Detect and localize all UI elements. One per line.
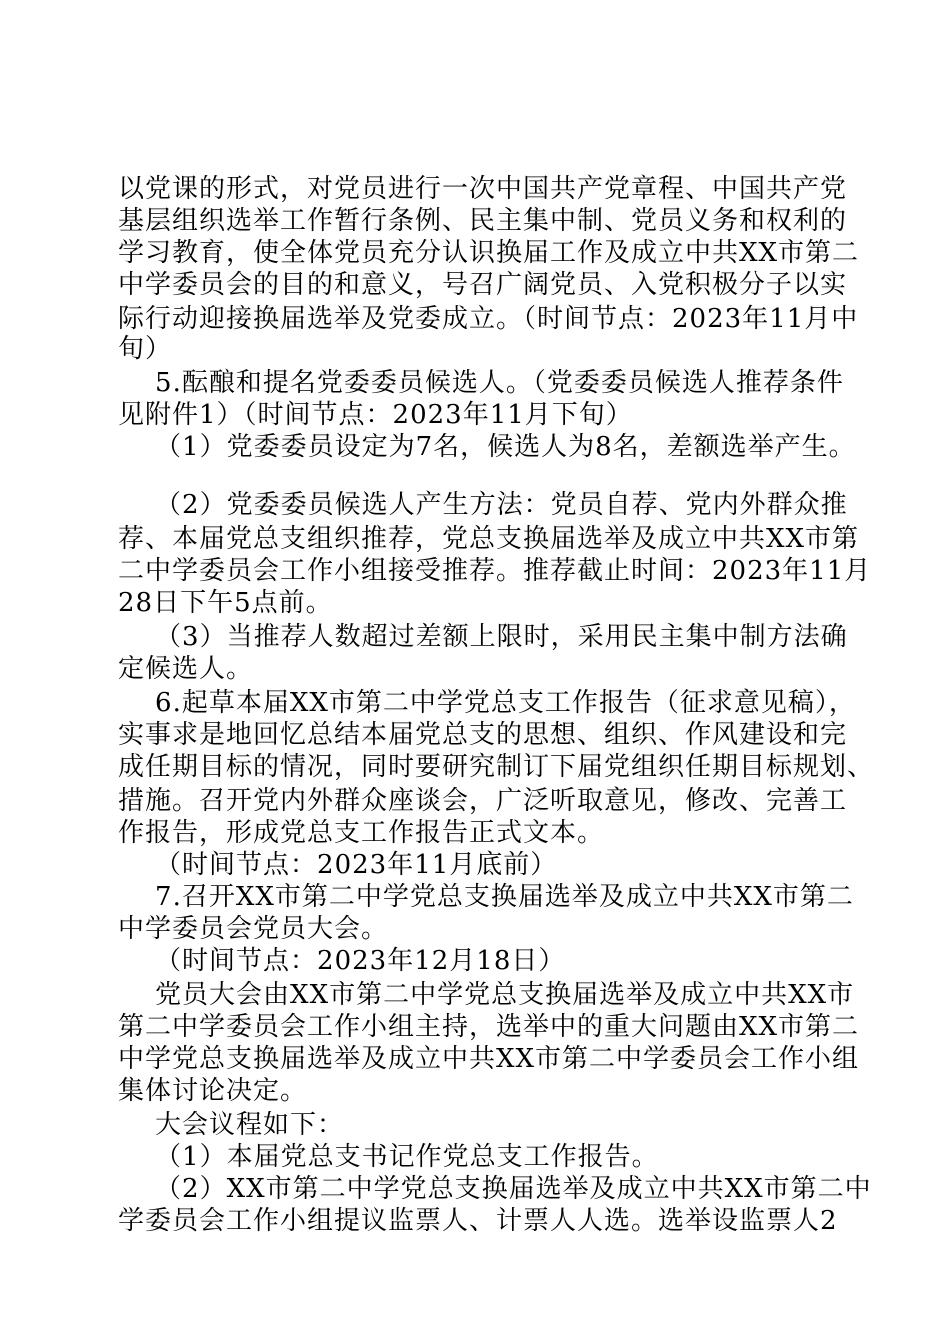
text-line: 实事求是地回忆总结本届党总支的思想、组织、作风建设和完 (118, 720, 848, 750)
text-line: 措施。召开党内外群众座谈会，广泛听取意见，修改、完善工 (118, 786, 848, 816)
text-line: 定候选人。 (118, 654, 254, 684)
text-line: 集体讨论决定。 (118, 1076, 308, 1106)
text-line: 成任期目标的情况，同时要研究制订下届党组织任期目标规划、 (118, 752, 875, 782)
text-line: 学习教育，使全体党员充分认识换届工作及成立中共XX市第二 (118, 238, 860, 268)
text-line: 7.召开XX市第二中学党总支换届选举及成立中共XX市第二 (118, 882, 854, 912)
text-line: 作报告，形成党总支工作报告正式文本。 (118, 818, 605, 848)
text-line: 28日下午5点前。 (118, 588, 333, 618)
text-line: 际行动迎接换届选举及党委成立。（时间节点：2023年11月中 (118, 304, 859, 334)
text-line: 以党课的形式，对党员进行一次中国共产党章程、中国共产党 (118, 174, 848, 204)
text-line: 第二中学委员会工作小组主持，选举中的重大问题由XX市第二 (118, 1012, 860, 1042)
text-line: （时间节点：2023年11月底前） (118, 850, 558, 880)
text-line: （1）党委委员设定为7名，候选人为8名，差额选举产生。 (118, 432, 856, 462)
text-line: 5.酝酿和提名党委委员候选人。（党委委员候选人推荐条件 (118, 368, 844, 398)
text-line: 中学委员会党员大会。 (118, 914, 389, 944)
text-line: 中学委员会的目的和意义，号召广阔党员、入党积极分子以实 (118, 270, 848, 300)
text-line: （2）XX市第二中学党总支换届选举及成立中共XX市第二中 (118, 1174, 872, 1204)
text-line: 中学党总支换届选举及成立中共XX市第二中学委员会工作小组 (118, 1044, 860, 1074)
text-line: 见附件1）（时间节点：2023年11月下旬） (118, 400, 633, 430)
text-line: 旬） (118, 334, 173, 364)
text-line: （时间节点：2023年12月18日） (118, 946, 566, 976)
text-line: 党员大会由XX市第二中学党总支换届选举及成立中共XX市 (118, 980, 855, 1010)
text-line: 学委员会工作小组提议监票人、计票人人选。选举设监票人2 (118, 1206, 838, 1236)
text-line: （1）本届党总支书记作党总支工作报告。 (118, 1142, 659, 1172)
text-line: （2）党委委员候选人产生方法：党员自荐、党内外群众推 (118, 490, 848, 520)
text-line: （3）当推荐人数超过差额上限时，采用民主集中制方法确 (118, 622, 848, 652)
text-line: 荐、本届党总支组织推荐，党总支换届选举及成立中共XX市第 (118, 524, 860, 554)
text-line: 大会议程如下： (118, 1110, 345, 1140)
text-line: 基层组织选举工作暂行条例、民主集中制、党员义务和权利的 (118, 206, 848, 236)
text-line: 二中学委员会工作小组接受推荐。推荐截止时间：2023年11月 (118, 556, 872, 586)
text-line: 6.起草本届XX市第二中学党总支工作报告（征求意见稿）， (118, 688, 856, 718)
